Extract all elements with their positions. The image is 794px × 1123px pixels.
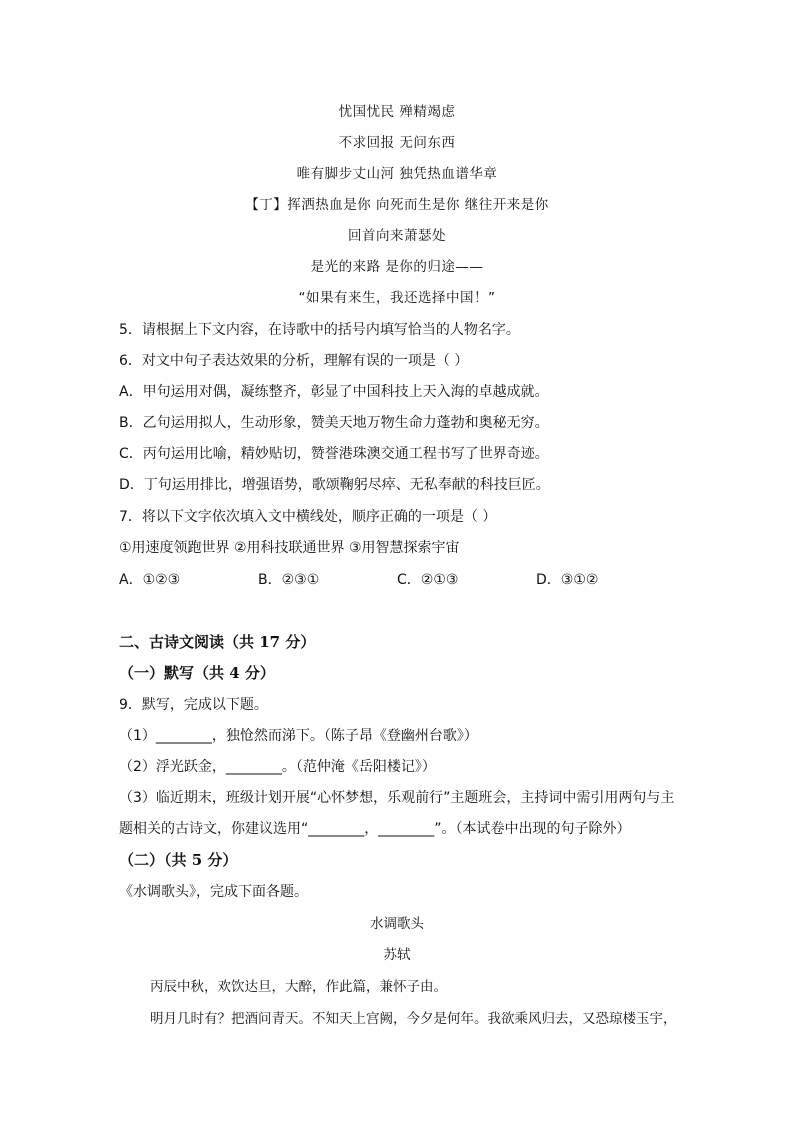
question-5: 5．请根据上下文内容，在诗歌中的括号内填写恰当的人物名字。 xyxy=(119,322,520,338)
question-9-2: （2）浮光跃金，________。（范仲淹《岳阳楼记》） xyxy=(119,759,436,775)
question-9-3-line-2: 题相关的古诗文，你建议选用“________，________”。（本试卷中出现的句子除外） xyxy=(119,821,631,837)
part-1-title: （一）默写（共 4 分） xyxy=(119,664,275,682)
question-6-option-c: C．丙句运用比喻，精妙贴切，赞誉港珠澳交通工程书写了世界奇迹。 xyxy=(119,446,549,462)
question-7-options xyxy=(119,570,619,590)
question-7-option-b: B．②③① xyxy=(258,572,320,588)
question-9-3-line-1: （3）临近期末，班级计划开展“心怀梦想，乐观前行”主题班会，主持词中需引用两句与主 xyxy=(119,790,675,806)
part-2-title: （二）（共 5 分） xyxy=(119,851,238,869)
poem-line-4: 【丁】挥洒热血是你 向死而生是你 继往开来是你 xyxy=(245,197,549,213)
poem-author: 苏轼 xyxy=(383,947,411,963)
question-7: 7．将以下文字依次填入文中横线处，顺序正确的一项是（ ） xyxy=(119,509,497,525)
question-6-option-a: A．甲句运用对偶，凝练整齐，彰显了中国科技上天入海的卓越成就。 xyxy=(119,384,549,400)
poem-line-5: 回首向来萧瑟处 xyxy=(348,228,446,244)
poem-line-2: 不求回报 无问东西 xyxy=(338,135,456,151)
poem-line-7: “如果有来生，我还选择中国！” xyxy=(298,290,496,306)
poem-line-6: 是光的来路 是你的归途—— xyxy=(310,259,484,275)
poem-first-line: 明月几时有？把酒问青天。不知天上宫阙，今夕是何年。我欲乘风归去，又恐琼楼玉宇， xyxy=(150,1011,677,1027)
question-7-option-c: C．②①③ xyxy=(397,572,459,588)
poem-preface: 丙辰中秋，欢饮达旦，大醉，作此篇，兼怀子由。 xyxy=(150,979,447,995)
question-7-items: ①用速度领跑世界 ②用科技联通世界 ③用智慧探索宇宙 xyxy=(119,540,460,556)
question-9-1: （1）________，独怆然而涕下。（陈子昂《登幽州台歌》） xyxy=(119,728,478,744)
question-6-option-b: B．乙句运用拟人，生动形象，赞美天地万物生命力蓬勃和奥秘无穷。 xyxy=(119,415,549,431)
poem-title: 水调歌头 xyxy=(370,916,424,932)
poem-line-3: 唯有脚步丈山河 独凭热血谱华章 xyxy=(296,166,498,182)
question-6-option-d: D．丁句运用排比，增强语势，歌颂鞠躬尽瘁、无私奉献的科技巨匠。 xyxy=(119,477,550,493)
section-2-title: 二、古诗文阅读（共 17 分） xyxy=(119,633,316,651)
poem-line-1: 忧国忧民 殚精竭虑 xyxy=(338,104,456,120)
part-2-intro: 《水调歌头》，完成下面各题。 xyxy=(119,884,308,900)
question-9: 9．默写，完成以下题。 xyxy=(119,697,268,713)
question-7-option-d: D．③①② xyxy=(536,572,599,588)
question-6: 6．对文中句子表达效果的分析，理解有误的一项是（ ） xyxy=(119,353,469,369)
question-7-option-a: A．①②③ xyxy=(119,572,181,588)
